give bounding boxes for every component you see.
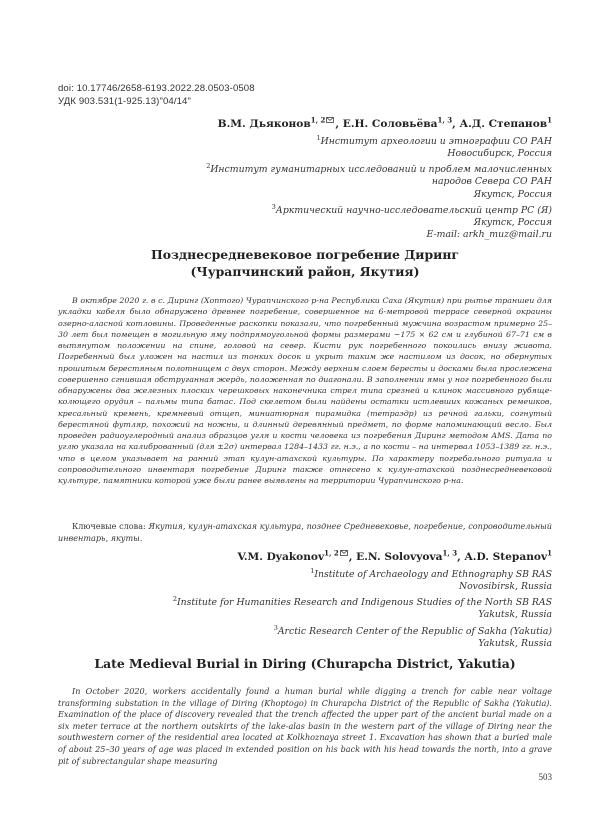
- affiliation-number: 2: [172, 595, 177, 604]
- keywords-label: Ключевые слова:: [72, 521, 146, 531]
- author-separator: ,: [348, 551, 357, 563]
- ru-title-line-2: (Чурапчинский район, Якутия): [190, 264, 420, 279]
- en-affiliation-line: [173, 638, 552, 650]
- en-authors: [237, 547, 552, 563]
- ru-author-1: [217, 115, 343, 130]
- author-affiliation-mark: 1, 3: [437, 115, 453, 125]
- en-affiliation-line: [173, 593, 552, 609]
- en-author-2: [356, 548, 465, 563]
- author-name: А.Д. Степанов: [459, 118, 548, 130]
- en-abstract: [58, 686, 552, 767]
- ru-affiliation-line: [206, 201, 552, 217]
- ru-title-line-1: Позднесредневековое погребение Диринг: [151, 247, 459, 262]
- ru-affiliations: [206, 132, 552, 241]
- affiliation-text: Якутск, Россия: [473, 216, 552, 228]
- affiliation-text: Institute of Archaeology and Ethnography SB RAS: [314, 569, 552, 581]
- affiliation-text: Арктический научно-исследовательский центр РС (Я): [275, 204, 552, 216]
- en-author-1: [237, 548, 357, 563]
- en-affiliation-line: [173, 565, 552, 581]
- affiliation-number: 2: [206, 162, 211, 171]
- en-affiliation-line: [173, 609, 552, 621]
- affiliation-text: E-mail: arkh_muz@mail.ru: [426, 228, 552, 240]
- affiliation-number: 1: [310, 567, 315, 575]
- affiliation-text: народов Севера СО РАН: [431, 176, 552, 188]
- en-abstract-text: In October 2020, workers accidentally found a human burial while digging a trench for cable near voltage transforming substation in the village of Diring (Khoptogo) in Churapcha District of the Republic of Sakha (Yakutia). Examination of the place of discovery revealed that the trench affected the upper part of the ancient burial made on a six meter terrace at the northern outskirts of the lake-alas basin in the western part of the village of Diring near the southwestern corner of the residential area located at Kolkhoznaya street 1. Excavation has shown that a buried male of about 25–30 years of age was placed in extended position on his back with his head towards the north, into a grave pit of subrectangular shape measuring: [58, 686, 552, 766]
- ru-affiliation-line: [206, 229, 552, 241]
- ru-keywords: [58, 521, 552, 544]
- ru-article-title: [58, 246, 552, 280]
- affiliation-text: Институт гуманитарных исследований и проблем малочисленных: [210, 164, 552, 176]
- en-affiliation-line: [173, 581, 552, 593]
- ru-affiliation-line: [206, 160, 552, 176]
- author-affiliation-mark: 1: [547, 115, 552, 125]
- en-article-title: Late Medieval Burial in Diring (Churapcha District, Yakutia): [94, 656, 516, 671]
- page-number: 503: [538, 772, 552, 782]
- ru-affiliation-line: [206, 148, 552, 160]
- author-affiliation-mark: 1, 3: [442, 548, 458, 558]
- en-author-3: [464, 548, 552, 563]
- en-affiliations: [173, 565, 552, 650]
- en-affiliation-line: [173, 622, 552, 638]
- author-affiliation-mark: 1, 2: [324, 548, 339, 558]
- ru-affiliation-line: [206, 189, 552, 201]
- author-name: В.М. Дьяконов: [217, 118, 311, 130]
- author-name: Е.Н. Соловьёва: [342, 118, 438, 130]
- affiliation-text: Institute for Humanities Research and Indigenous Studies of the North SB RAS: [176, 597, 552, 609]
- envelope-icon: [326, 114, 334, 120]
- affiliation-text: Arctic Research Center of the Republic of Sakha (Yakutia): [277, 625, 552, 637]
- author-separator: ,: [457, 551, 465, 563]
- author-separator: ,: [335, 118, 343, 130]
- ru-author-2: [342, 115, 460, 130]
- affiliation-text: Якутск, Россия: [473, 188, 552, 200]
- ru-affiliation-line: [206, 176, 552, 188]
- author-separator: ,: [452, 118, 460, 130]
- author-name: V.M. Dyakonov: [237, 551, 325, 563]
- affiliation-number: 1: [316, 134, 321, 142]
- affiliation-number: 3: [271, 202, 276, 211]
- ru-affiliation-line: [206, 132, 552, 148]
- affiliation-text: Институт археологии и этнографии СО РАН: [320, 136, 552, 148]
- affiliation-text: Novosibirsk, Russia: [458, 581, 552, 593]
- envelope-icon: [340, 547, 348, 553]
- ru-abstract: [58, 295, 552, 487]
- udk-line: УДК 903.531(1-925.13)"04/14": [58, 96, 191, 107]
- author-affiliation-mark: 1: [547, 548, 552, 558]
- ru-abstract-text: В октябре 2020 г. в с. Диринг (Хоптого) Чурапчинского р-на Республики Саха (Якутия) при рытье траншеи для укладки кабеля было обнаружено древнее погребение, совершенное на 6-метровой террасе северной окраины озерно-аласной котловины. Проведенные раскопки показали, что погребенный мужчина возрастом примерно 25–30 лет был помещен в могильную яму подпрямоугольной формы размерами ~175 × 62 см и глубиной 67–71 см в вытянутом положении на спине, головой на север. Кисти рук погребенного покоились внизу живота. Погребенный был уложен на настил из тонких досок и укрыт таким же настилом из досок, но обернутых прошитым берестяным полотнищем с двух сторон. Между верхним слоем бересты и досками была прослежена совершенно сгнившая обструганная жердь, положенная по диагонали. В заполнении ямы у ног погребенного были обнаружены два железных плоских черешковых наконечника стрел типа срезней и клинок массивного рубяще-колющего орудия – пальмы типа батас. Под скелетом были найдены остатки истлевших кожаных ремешков, кресальный кремень, кремневый отщеп, миниатюрная пирамидка (тетраэдр) из речной гальки, согнутый берестяной футляр, похожий на ножны, и длинный деревянный предмет, по форме напоминающий весло. Был проведен радиоуглеродный анализ образцов угля и кости человека из погребения Диринг методом AMS. Дата по углю указала на калиброванный (для ±2σ) интервал 1284–1433 гг. н.э., а по кости – на интервал 1053–1389 гг. н.э., что в целом указывает на ранний этап кулун-атахской культуры. По характеру погребального ритуала и сопроводительного инвентаря погребение Диринг также отнесено к кулун-атахской позднесредневековой культуре, памятники которой уже были ранее выявлены на территории Чурапчинского р-на.: [58, 296, 552, 486]
- author-name: A.D. Stepanov: [464, 551, 548, 563]
- ru-author-3: [459, 115, 552, 130]
- affiliation-text: Yakutsk, Russia: [478, 637, 552, 649]
- affiliation-text: Новосибирск, Россия: [447, 148, 552, 160]
- ru-authors: [218, 114, 552, 130]
- keywords-text: Якутия, кулун-атахская культура, позднее Средневековье, погребение, сопроводительный инвентарь, якуты.: [58, 521, 552, 543]
- author-name: E.N. Solovyova: [356, 551, 443, 563]
- affiliation-text: Yakutsk, Russia: [478, 609, 552, 621]
- ru-affiliation-line: [206, 217, 552, 229]
- affiliation-number: 3: [273, 623, 278, 632]
- doi-line: doi: 10.17746/2658-6193.2022.28.0503-0508: [58, 83, 255, 94]
- author-affiliation-mark: 1, 2: [310, 115, 326, 125]
